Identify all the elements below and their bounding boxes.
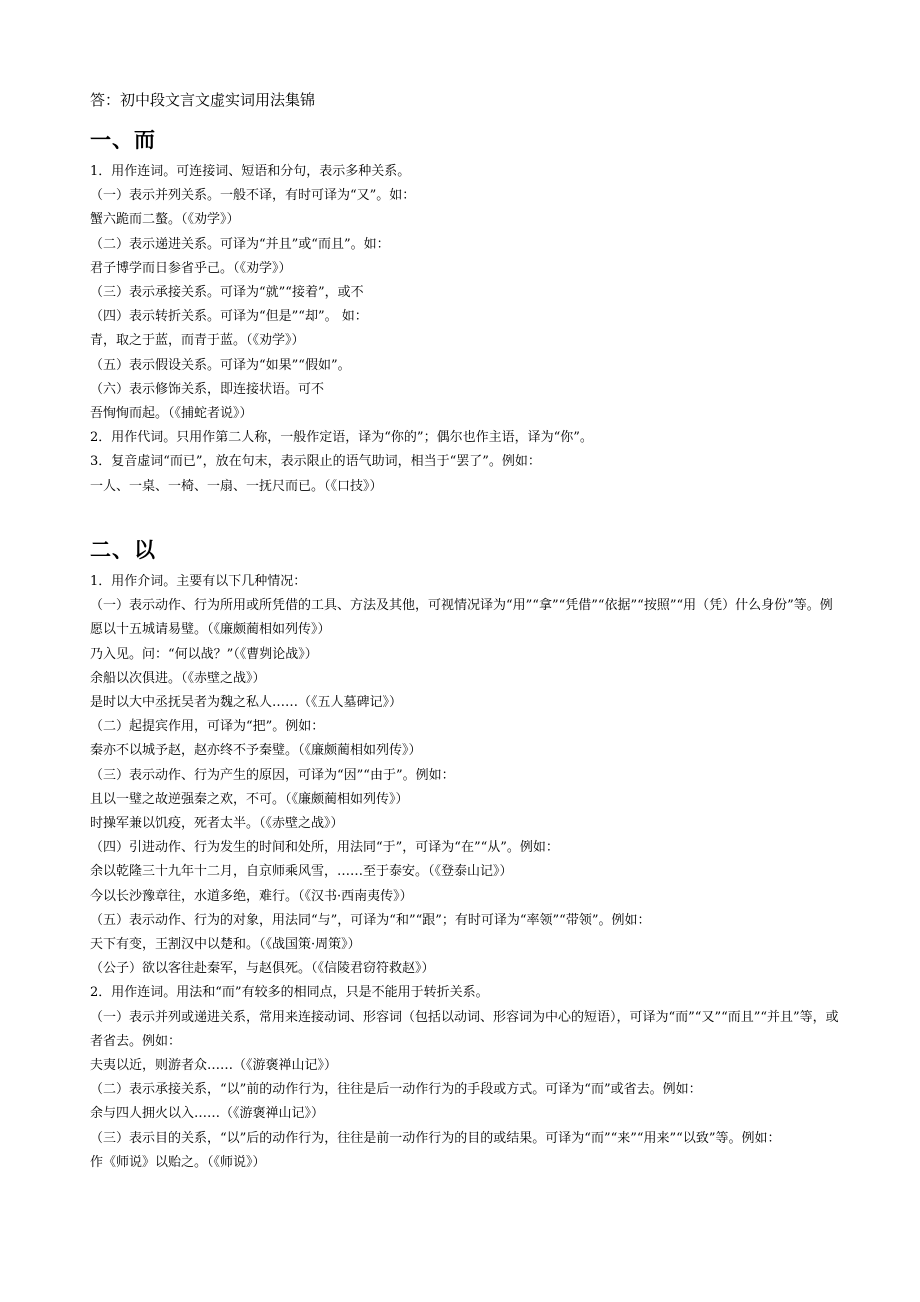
text-line: （五）表示动作、行为的对象，用法同“与”，可译为“和”“跟”；有时可译为“率领”“带领”。例如： <box>90 912 651 928</box>
text-line: （三）表示动作、行为产生的原因，可译为“因”“由于”。例如： <box>90 767 455 783</box>
text-line: （四）引进动作、行为发生的时间和处所，用法同“于”，可译为“在”“从”。例如： <box>90 840 559 856</box>
text-line: （一）表示并列或递进关系，常用来连接动词、形容词（包括以动词、形容词为中心的短语），可译为“而”“又”“而且”“并且”等，或者省去。例如： <box>90 1009 839 1049</box>
text-line: 余与四人拥火以入……（《游褒禅山记》） <box>90 1106 325 1122</box>
text-line: 蟹六跪而二螯。（《劝学》） <box>90 212 240 228</box>
text-line: （五）表示假设关系。可译为“如果”“假如”。 <box>90 357 351 373</box>
text-line: 余船以次俱进。（《赤壁之战》） <box>90 670 266 686</box>
text-line: （公子）欲以客往赴秦军，与赵俱死。（《信陵君窃符救赵》） <box>90 961 435 977</box>
text-line: （二）表示承接关系，“以”前的动作行为，往往是后一动作行为的手段或方式。可译为“而”或省去。例如： <box>90 1082 702 1098</box>
text-line: 作《师说》以贻之。（《师说》） <box>90 1154 266 1170</box>
text-line: 2．用作代词。只用作第二人称，一般作定语，译为“你的”；偶尔也作主语，译为“你”。 <box>90 430 593 446</box>
text-line: （三）表示目的关系，“以”后的动作行为，往往是前一动作行为的目的或结果。可译为“而”“来”“用来”“以致”等。例如： <box>90 1130 781 1146</box>
text-line: （六）表示修饰关系，即连接状语。可不 <box>90 381 325 397</box>
text-line: 愿以十五城请易璧。（《廉颇蔺相如列传》） <box>90 622 331 638</box>
text-line: 2．用作连词。用法和“而”有较多的相同点，只是不能用于转折关系。 <box>90 985 489 1001</box>
section-body-yi <box>90 570 842 1175</box>
text-line: 3．复音虚词“而已”，放在句末，表示限止的语气助词，相当于“罢了”。例如： <box>90 454 541 470</box>
section-body-er <box>90 160 842 499</box>
text-line: 青，取之于蓝，而青于蓝。（《劝学》） <box>90 333 305 349</box>
text-line: 1．用作介词。主要有以下几种情况： <box>90 574 307 589</box>
text-line: 君子博学而日参省乎己。（《劝学》） <box>90 260 292 276</box>
text-line: （三）表示承接关系。可译为“就”“接着”，或不 <box>90 285 364 301</box>
text-line: （一）表示动作、行为所用或所凭借的工具、方法及其他，可视情况译为“用”“拿”“凭借”“依据”“按照”“用（凭）什么身份”等。例 <box>90 598 833 614</box>
text-line: （四）表示转折关系。可译为“但是”“却”。 如： <box>90 309 368 325</box>
text-line: （一）表示并列关系。一般不译，有时可译为“又”。如： <box>90 188 416 204</box>
text-line: 天下有变，王割汉中以楚和。（《战国策·周策》） <box>90 937 361 953</box>
text-line: （二）表示递进关系。可译为“并且”或“而且”。如： <box>90 236 390 252</box>
text-line: 吾恂恂而起。（《捕蛇者说》） <box>90 406 253 422</box>
text-line: 乃入见。问：“何以战？”（《曹刿论战》） <box>90 646 318 662</box>
text-line: 余以乾隆三十九年十二月，自京师乘风雪，……至于泰安。（《登泰山记》） <box>90 864 513 880</box>
section-heading-yi: 二、以 <box>90 538 156 562</box>
text-line: （二）起提宾作用，可译为“把”。例如： <box>90 719 325 735</box>
text-line: 秦亦不以城予赵，赵亦终不予秦璧。（《廉颇蔺相如列传》） <box>90 743 422 759</box>
text-line: 夫夷以近，则游者众……（《游褒禅山记》） <box>90 1058 338 1074</box>
text-line: 时操军兼以饥疫，死者太半。（《赤壁之战》） <box>90 816 344 832</box>
text-line: 是时以大中丞抚吴者为魏之私人……（《五人墓碑记》） <box>90 695 403 711</box>
section-heading-er: 一、而 <box>90 128 156 152</box>
text-line: 且以一璧之故逆强秦之欢，不可。（《廉颇蔺相如列传》） <box>90 791 409 807</box>
text-line: 今以长沙豫章往，水道多绝，难行。（《汉书·西南夷传》） <box>90 888 413 904</box>
intro-line: 答：初中段文言文虚实词用法集锦 <box>90 91 316 109</box>
text-line: 一人、一桌、一椅、一扇、一抚尺而已。（《口技》） <box>90 478 383 494</box>
text-line: 1．用作连词。可连接词、短语和分句，表示多种关系。 <box>90 164 411 179</box>
